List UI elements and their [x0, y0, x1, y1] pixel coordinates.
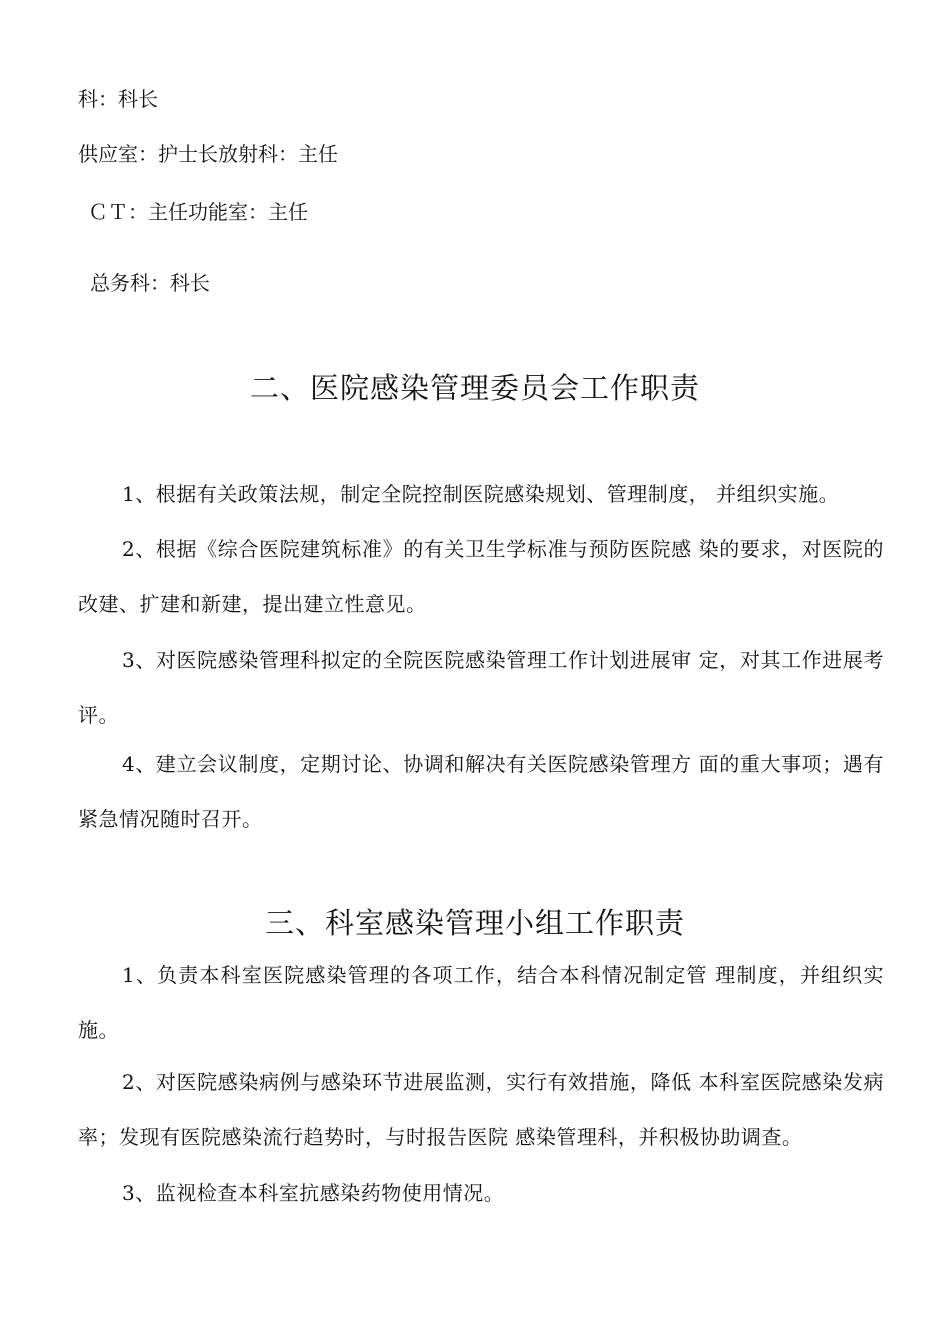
- section2-heading: 二、医院感染管理委员会工作职责: [249, 371, 700, 405]
- roster-line-4: 总务科：科长: [90, 271, 210, 295]
- section3-heading: 三、科室感染管理小组工作职责: [264, 906, 685, 940]
- roster-line-3: ＣＴ：主任功能室：主任: [88, 200, 308, 224]
- section3-item-1: 1、负责本科室医院感染管理的各项工作，结合本科情况制定管 理制度，并组织实施。: [78, 963, 884, 1042]
- section2-item-2: 2、根据《综合医院建筑标准》的有关卫生学标准与预防医院感 染的要求，对医院的改建、扩建和新建，提出建立性意见。: [78, 537, 884, 616]
- section2-item-1: 1、根据有关政策法规，制定全院控制医院感染规划、管理制度， 并组织实施。: [122, 482, 840, 506]
- roster-line-1: 科：科长: [78, 87, 158, 111]
- section2-item-3: 3、对医院感染管理科拟定的全院医院感染管理工作计划进展审 定，对其工作进展考评。: [78, 648, 884, 727]
- section3-item-2: 2、对医院感染病例与感染环节进展监测，实行有效措施，降低 本科室医院感染发病率；发现有医院感染流行趋势时，与时报告医院 感染管理科，并积极协助调查。: [78, 1070, 884, 1149]
- roster-line-2: 供应室：护士长放射科：主任: [78, 142, 338, 166]
- section2-item-4: 4、建立会议制度，定期讨论、协调和解决有关医院感染管理方 面的重大事项；遇有紧急情况随时召开。: [78, 752, 884, 831]
- section3-item-3: 3、监视检查本科室抗感染药物使用情况。: [122, 1181, 505, 1205]
